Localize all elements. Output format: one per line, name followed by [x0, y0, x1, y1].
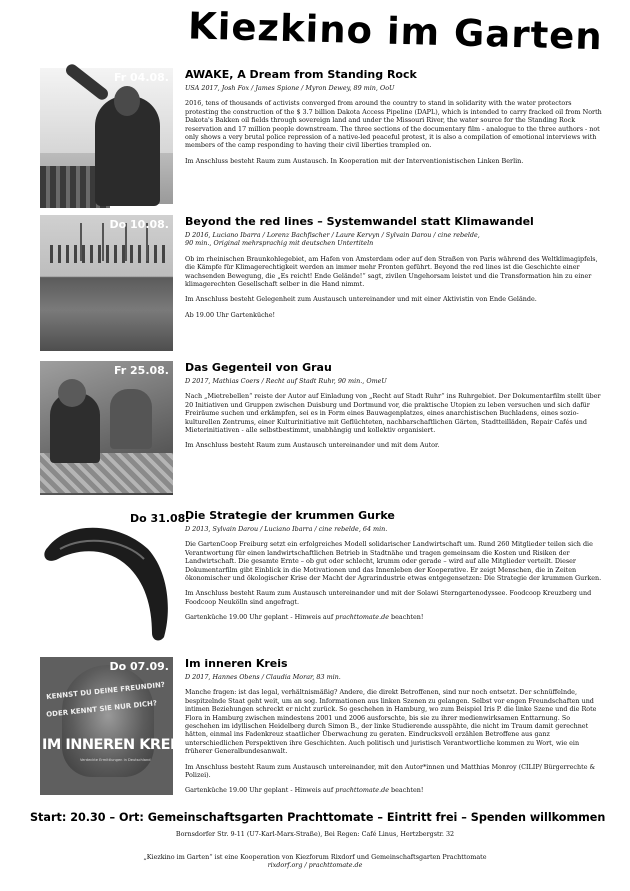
kitchen-text: Gartenküche 19.00 Uhr geplant - Hinweis auf [185, 613, 336, 622]
event-photo-awake [40, 68, 173, 204]
kitchen-text-end: beachten! [389, 786, 424, 795]
event-description: Manche fragen: ist das legal, verhältnismäßig? Andere, die direkt Betroffenen, sind nur noch entsetzt. Der schnüffelnde, bespitzelnde Staat geht weit, um an sog. Informationen aus linken Szenen zu gelangen. Selbst vor engen Freundschaften und intimen Beziehungen schreckt er nicht zurück. So geschehen in Hamburg, wo zum Beispiel Iris P. die linke Szene und die Rote Flora in Hamburg zwischen mindestens 2001 und 2006 ausforschte, bis sie zu ihrer medienwirksamen Enttarnung. So geschehen im idyllischen Heidelberg durch Simon B., der linke Studierende ausspähte, die nicht im Traum damit gerechnet hätten, einmal ins Fadenkreuz staatlicher Überwachung zu geraten. Eindrucksvoll erzählen Betroffene aus ganz unterschiedlichen Perspektiven ihre Geschichten. Auch politisch und juristisch Verantwortliche kommen zu Wort, wie ein früherer Generalbundesanwalt. [185, 688, 597, 756]
event-title: Das Gegenteil von Grau [185, 361, 332, 374]
event-title: AWAKE, A Dream from Standing Rock [185, 68, 417, 81]
footer-links-text[interactable]: rixdorf.org / prachttomate.de [267, 861, 363, 870]
event-description: Nach „Mietrebellen“ reiste der Autor auf Einladung von „Recht auf Stadt Ruhr“ ins Ruhrgebiet. Der Dokumentarfilm stellt über 20 Initiativen und Gruppen zwischen Duisburg und Dortmund vor, die praktische Utopien zu leben versuchen und sich dafür Freiräume suchen und erkämpfen, sei es in Form eines Bauwagenplatzes, eines anarchistischen Buchladens, eines sozio-kulturellen Zentrums, einer Kulturinitiative mit Geflüchteten, nachbarschaftlichen Gärten, Stadtteilläden, Repair Cafés und Mieterinitiativen - alle selbstbestimmt, unabhängig und kollektiv organisiert. [185, 392, 601, 435]
cucumber-image [40, 509, 173, 644]
photo-person [110, 389, 152, 449]
event-kitchen [185, 786, 605, 794]
photo-head [114, 86, 140, 116]
event-content [185, 68, 605, 172]
event-meta: D 2013, Sylvain Darou / Luciano Ibarra / cine rebelde, 64 min. [185, 525, 388, 533]
event-date: Do 31.08. [130, 512, 190, 525]
event-date: Fr 04.08. [113, 71, 169, 84]
event-description: 2016, tens of thousands of activists converged from around the country to stand in solidarity with the water protectors protesting the construction of the $ 3.7 billion Dakota Access Pipeline (DAPL), which is intended to carry fracked oil from North Dakota's Bakken oil fields through sovereign land and under the Missouri River, the water source for the Standing Rock reservation and 17 million people downstream. The three sections of the documentary film - analogue to the three authors - not only shows a very brutal police repression of a native-led peaceful protest, it is also a compilation of emotional interviews with members of the camp responding to having their civil liberties trampled on. [185, 99, 602, 150]
footer-coop-line: „Kiezkino im Garten“ ist eine Kooperation von Kiezforum Rixdorf und Gemeinschaftsgarten Prachttomate [143, 853, 487, 861]
event-photo-braunkohle [40, 215, 173, 351]
event-note: Im Anschluss besteht Raum zum Austausch untereinander, mit den Autor*innen und Matthias Monroy (CILIP/ Bürgerrechte & Polizei). [185, 762, 596, 780]
event-photo-gurke [40, 509, 190, 644]
event-meta: USA 2017, Josh Fox / James Spione / Myron Dewey, 89 min, OoU [185, 84, 395, 92]
photo-head [58, 379, 86, 407]
event-content [185, 361, 605, 457]
footer-links[interactable] [0, 861, 630, 869]
photo-windmill [102, 223, 104, 261]
website-link[interactable]: prachttomate.de [335, 613, 389, 622]
event-meta [185, 231, 605, 248]
event-title: Im inneren Kreis [185, 657, 288, 670]
footer-address: Bornsdorfer Str. 9-11 (U7-Karl-Marx-Straße), Bei Regen: Café Linus, Hertzbergstr. 32 [175, 830, 455, 838]
event-date: Do 10.08. [109, 218, 169, 231]
footer-cooperation [0, 853, 630, 870]
kitchen-text: Gartenküche 19.00 Uhr geplant - Hinweis auf [185, 786, 336, 795]
photo-windmill [80, 223, 82, 261]
poster-tagline: ODER KENNT SIE NUR DICH? [45, 699, 158, 719]
event-title: Beyond the red lines – Systemwandel statt Klimawandel [185, 215, 534, 228]
event-note: Im Anschluss besteht Raum zum Austausch untereinander und mit der Solawi Sterngartenodyssee. Foodcoop Kreuzberg und Foodcoop Neukölln sind angefragt. [185, 589, 592, 606]
event-description: Ob im rheinischen Braunkohlegebiet, am Hafen von Amsterdam oder auf den Straßen von Paris während des Weltklimagipfels, die Kämpfe für Klimagerechtigkeit werden an immer mehr Fronten geführt. Beyond the red lines ist die Geschichte einer wachsenden Bewegung, die „Es reicht! Ende Gelände!“ sagt, zivilen Ungehorsam leistet und die Transformation hin zu einer klimagerechten Gesellschaft selber in die Hand nimmt. [185, 254, 598, 289]
page-title: Kiezkino im Garten [187, 4, 604, 59]
event-date: Do 07.09. [109, 660, 169, 673]
event-content [185, 509, 605, 629]
event-note: Im Anschluss besteht Raum zum Austausch. In Kooperation mit der Interventionistischen Linken Berlin. [185, 156, 524, 165]
event-meta: D 2017, Mathias Coers / Recht auf Stadt Ruhr, 90 min., OmeU [185, 377, 387, 385]
website-link[interactable]: prachttomate.de [335, 786, 389, 795]
event-kitchen: Ab 19.00 Uhr Gartenküche! [185, 310, 276, 319]
event-content [185, 215, 605, 326]
event-meta: D 2017, Hannes Obens / Claudia Morar, 83 min. [185, 673, 341, 681]
event-poster-im-inneren-kreis [40, 657, 185, 795]
event-meta-line: 90 min., Original mehrsprachig mit deutschen Untertiteln [185, 239, 374, 248]
event-description: Die GartenCoop Freiburg setzt ein erfolgreiches Modell solidarischer Landwirtschaft um. Rund 260 Mitglieder teilen sich die Verantwortung für einen landwirtschaftlichen Betrieb in Stadtnähe und tragen gemeinsam die Kosten und Risiken der Landwirtschaft. Die gesamte Ernte – ob gut oder schlecht, krumm oder gerade – wird auf alle Mitglieder verteilt. Dieser Dokumentarfilm gibt Einblick in die Motivationen und das Innenleben der Kooperative. Er zeigt Menschen, die in Zeiten ökonomischer und ökologischer Krise der Macht der Agrarindustrie etwas entgegensetzen: Die Strategie der krummen Gurken. [185, 540, 602, 583]
event-meta-line: D 2016, Luciano Ibarra / Lorenz Bachfischer / Laure Kervyn / Sylvain Darou / cine rebelde, [185, 231, 480, 239]
event-note: Im Anschluss besteht Gelegenheit zum Austausch untereinander und mit einer Aktivistin von Ende Gelände. [185, 295, 537, 304]
event-title: Die Strategie der krummen Gurke [185, 509, 395, 522]
poster-subtitle: Verdeckte Ermittlungen in Deutschland [80, 758, 151, 762]
event-content [185, 657, 605, 802]
poster-tagline: KENNST DU DEINE FREUNDIN? [45, 680, 166, 702]
event-date: Fr 25.08. [113, 364, 169, 377]
footer-start-info: Start: 20.30 – Ort: Gemeinschaftsgarten Prachttomate – Eintritt frei – Spenden willkommen [30, 811, 606, 824]
kitchen-text-end: beachten! [389, 613, 424, 622]
poster-title: IM INNEREN KREIS [42, 737, 185, 753]
event-note: Im Anschluss besteht Raum zum Austausch untereinander und mit dem Autor. [185, 441, 440, 450]
event-kitchen [185, 613, 605, 621]
event-photo-gegenteil [40, 361, 173, 495]
